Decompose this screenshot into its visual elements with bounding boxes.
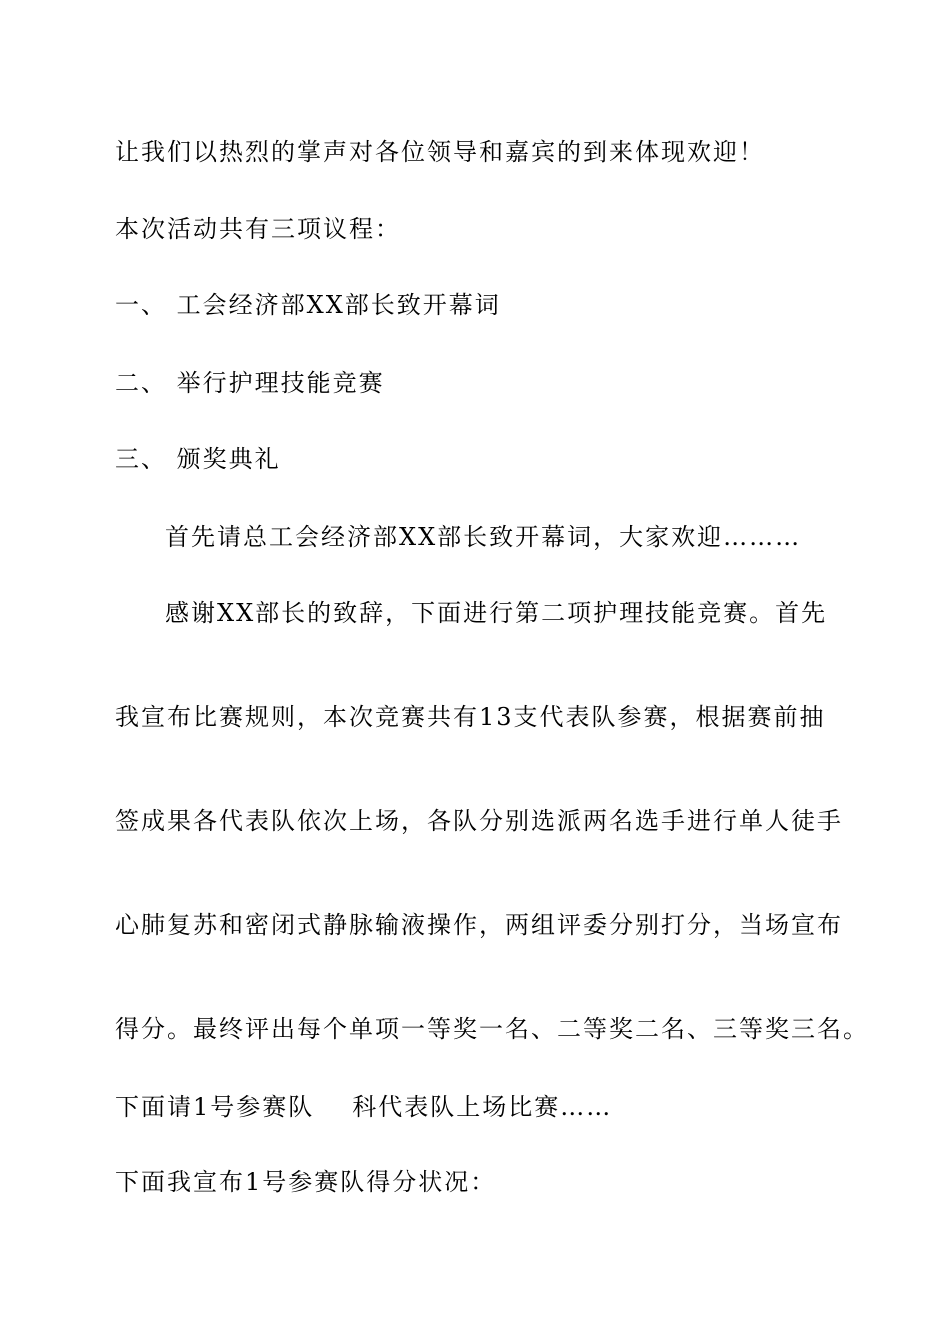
paragraph-rules-line-5: 得分。最终评出每个单项一等奖一名、二等奖二名、三等奖三名。 — [115, 1015, 869, 1043]
first-team-text-part-1: 下面请1号参赛队 — [115, 1093, 315, 1121]
paragraph-rules-line-3: 签成果各代表队依次上场，各队分别选派两名选手进行单人徒手 — [115, 807, 843, 835]
paragraph-score-announcement: 下面我宣布1号参赛队得分状况： — [115, 1168, 497, 1196]
paragraph-rules-line-2: 我宣布比赛规则，本次竞赛共有13支代表队参赛，根据赛前抽 — [115, 703, 826, 731]
paragraph-welcome: 让我们以热烈的掌声对各位领导和嘉宾的到来体现欢迎！ — [115, 138, 765, 166]
agenda-intro: 本次活动共有三项议程： — [115, 215, 401, 243]
agenda-item-2: 二、 举行护理技能竞赛 — [115, 369, 385, 397]
paragraph-first-team — [115, 1092, 612, 1122]
paragraph-opening-speech: 首先请总工会经济部XX部长致开幕词，大家欢迎……… — [165, 523, 802, 551]
paragraph-rules-line-1: 感谢XX部长的致辞，下面进行第二项护理技能竞赛。首先 — [165, 599, 828, 627]
first-team-text-part-2: 科代表队上场比赛…… — [352, 1093, 613, 1121]
agenda-item-3: 三、 颁奖典礼 — [115, 445, 281, 473]
paragraph-rules-line-4: 心肺复苏和密闭式静脉输液操作，两组评委分别打分，当场宣布 — [115, 911, 843, 939]
agenda-item-1: 一、 工会经济部XX部长致开幕词 — [115, 291, 501, 319]
